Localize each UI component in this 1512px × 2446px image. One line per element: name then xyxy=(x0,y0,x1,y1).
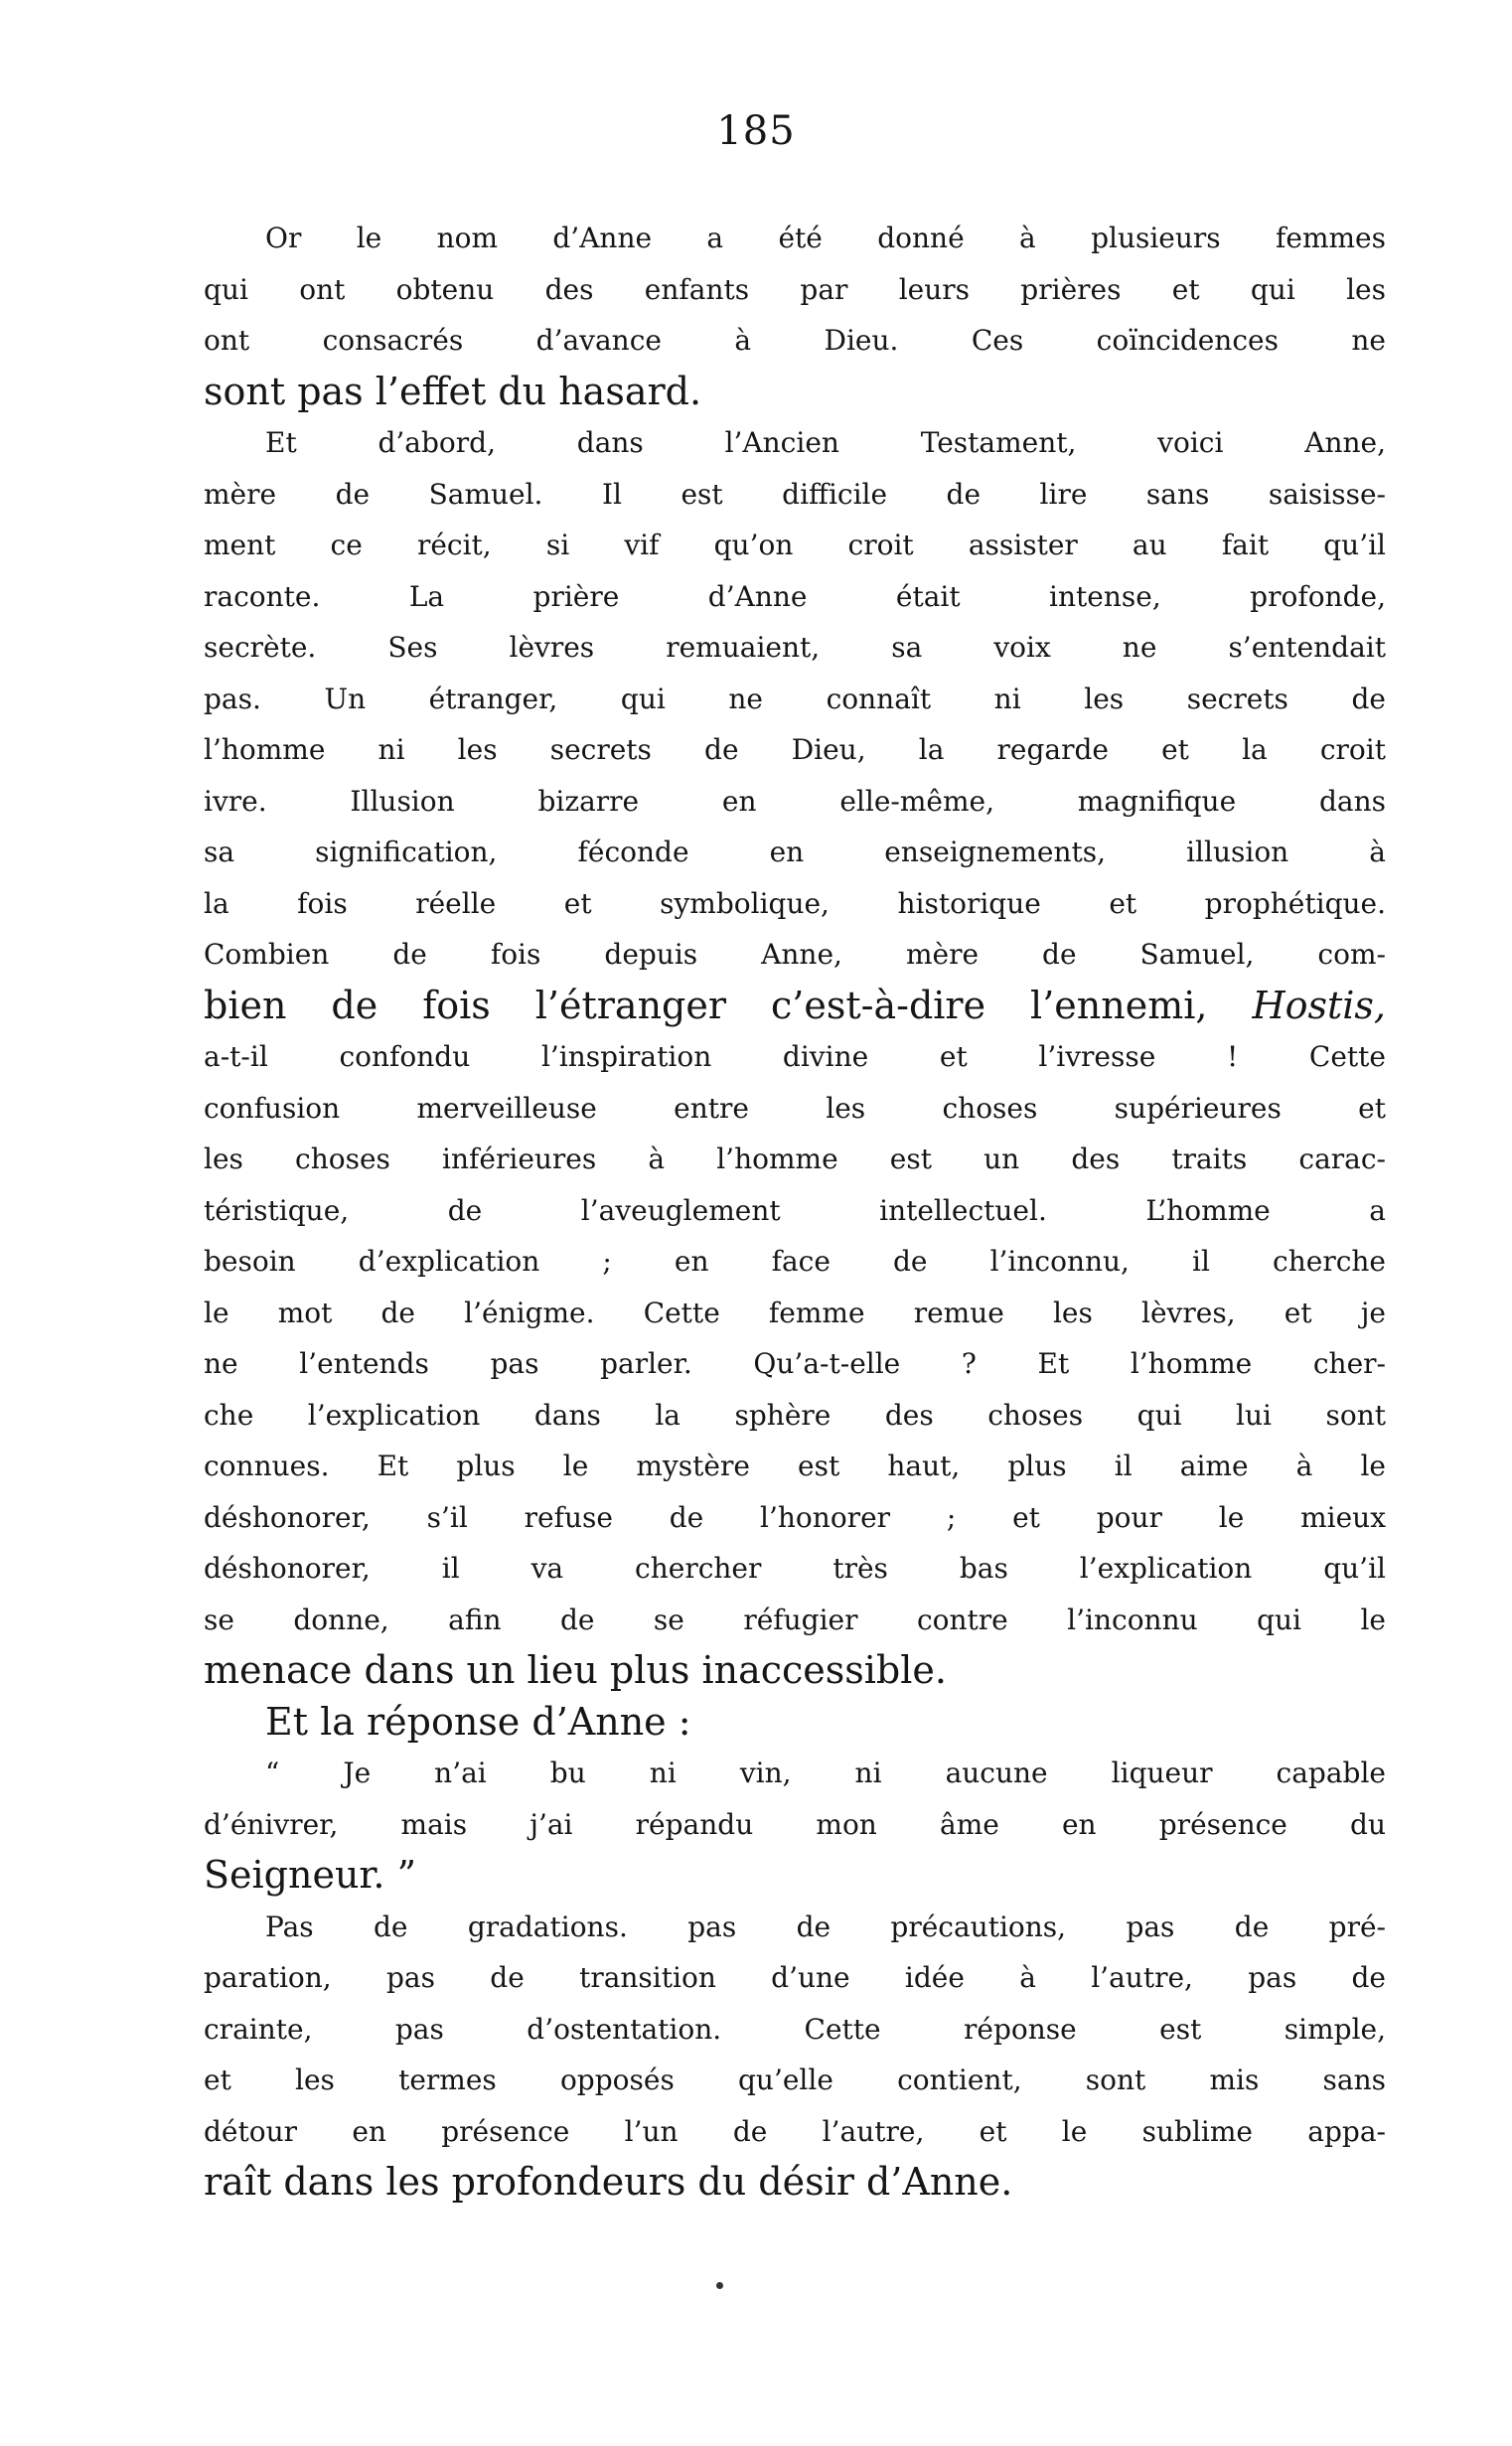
text-line xyxy=(204,1338,1386,1390)
text-line xyxy=(204,1185,1386,1237)
text-line-content: sa signification, féconde en enseignements, illusion à xyxy=(204,836,1386,868)
text-line xyxy=(204,1031,1386,1083)
text-line-content: Combien de fois depuis Anne, mère de Samuel, com- xyxy=(204,938,1386,971)
text-line-content: les choses inférieures à l’homme est un des traits carac- xyxy=(204,1143,1386,1175)
text-line-content: Et d’abord, dans l’Ancien Testament, voici Anne, xyxy=(265,426,1386,459)
text-line xyxy=(204,827,1386,878)
text-line-content: mère de Samuel. Il est difficile de lire sans saisisse- xyxy=(204,477,1386,511)
text-line-content: “ Je n’ai bu ni vin, ni aucune liqueur capable xyxy=(265,1757,1386,1789)
text-line-content: ont consacrés d’avance à Dieu. Ces coïncidences ne xyxy=(204,324,1386,357)
text-line-content: Pas de gradations. pas de précautions, pas de pré- xyxy=(265,1910,1386,1943)
text-line-content: déshonorer, il va chercher très bas l’explication qu’il xyxy=(204,1552,1386,1585)
text-line xyxy=(204,1748,1386,1799)
text-line-content: ne l’entends pas parler. Qu’a-t-elle ? Et l’homme cher- xyxy=(204,1347,1386,1380)
text-line-content: détour en présence l’un de l’autre, et le sublime appa- xyxy=(204,2114,1386,2148)
text-line xyxy=(204,469,1386,521)
text-line xyxy=(204,878,1386,930)
text-line-content: pas. Un étranger, qui ne connaît ni les secrets de xyxy=(204,682,1386,715)
print-speck xyxy=(716,2282,723,2289)
text-line xyxy=(204,2004,1386,2056)
text-line-content: qui ont obtenu des enfants par leurs prières et qui les xyxy=(204,272,1386,306)
text-line xyxy=(204,1645,1386,1697)
text-line xyxy=(204,1952,1386,2004)
text-line xyxy=(204,1441,1386,1492)
text-line-content: sont pas l’effet du hasard. xyxy=(204,369,702,413)
text-line-content: a-t-il confondu l’inspiration divine et l’ivresse ! Cette xyxy=(204,1040,1386,1073)
text-line-content: raît dans les profondeurs du désir d’Anne. xyxy=(204,2160,1013,2204)
text-line xyxy=(204,1083,1386,1135)
text-line xyxy=(204,674,1386,725)
text-line xyxy=(204,520,1386,571)
text-line xyxy=(204,2157,1386,2209)
text-line xyxy=(204,1697,1386,1749)
text-line-content: bien de fois l’étranger c’est-à-dire l’ennemi, xyxy=(204,983,1208,1027)
text-line xyxy=(204,1288,1386,1339)
text-line xyxy=(204,1799,1386,1851)
text-line-content: paration, pas de transition d’une idée à l’autre, pas de xyxy=(204,1961,1386,1994)
text-line-content: che l’explication dans la sphère des choses qui lui sont xyxy=(204,1398,1386,1432)
italic-word: Hostis, xyxy=(1252,983,1386,1027)
text-line xyxy=(204,1134,1386,1185)
text-line-content: et les termes opposés qu’elle contient, sont mis sans xyxy=(204,2064,1386,2096)
text-line-content: déshonorer, s’il refuse de l’honorer ; et pour le mieux xyxy=(204,1500,1386,1534)
text-line xyxy=(204,622,1386,674)
text-line xyxy=(204,929,1386,981)
text-line-content: la fois réelle et symbolique, historique et prophétique. xyxy=(204,886,1386,920)
text-line-content: ivre. Illusion bizarre en elle-même, magnifique dans xyxy=(204,784,1386,818)
text-line-content: ment ce récit, si vif qu’on croit assister au fait qu’il xyxy=(204,529,1386,561)
text-line-content: Or le nom d’Anne a été donné à plusieurs femmes xyxy=(265,222,1386,254)
text-line-content: raconte. La prière d’Anne était intense, profonde, xyxy=(204,579,1386,613)
text-line xyxy=(204,417,1386,469)
body-text xyxy=(204,213,1386,2209)
text-line xyxy=(204,2055,1386,2106)
text-line xyxy=(204,1543,1386,1595)
text-line xyxy=(204,315,1386,367)
text-line-content: connues. Et plus le mystère est haut, plus il aime à le xyxy=(204,1450,1386,1482)
text-line xyxy=(204,1390,1386,1442)
text-line-content: besoin d’explication ; en face de l’inconnu, il cherche xyxy=(204,1245,1386,1278)
text-line xyxy=(204,1236,1386,1288)
text-line xyxy=(204,981,1386,1032)
text-line-content: secrète. Ses lèvres remuaient, sa voix ne s’entendait xyxy=(204,631,1386,664)
text-line xyxy=(204,2106,1386,2158)
text-line-content: Et la réponse d’Anne : xyxy=(265,1699,691,1744)
text-line xyxy=(204,571,1386,623)
text-line-content: menace dans un lieu plus inaccessible. xyxy=(204,1648,947,1692)
text-line-content: crainte, pas d’ostentation. Cette réponse est simple, xyxy=(204,2012,1386,2046)
text-line xyxy=(204,367,1386,418)
text-line xyxy=(204,1595,1386,1646)
text-line-content: le mot de l’énigme. Cette femme remue les lèvres, et je xyxy=(204,1296,1386,1329)
text-line xyxy=(204,1492,1386,1544)
text-line xyxy=(204,213,1386,264)
text-line-content: d’énivrer, mais j’ai répandu mon âme en présence du xyxy=(204,1807,1386,1841)
text-line-content: Seigneur. ” xyxy=(204,1853,417,1897)
text-line xyxy=(204,264,1386,316)
text-line-content: l’homme ni les secrets de Dieu, la regarde et la croit xyxy=(204,733,1386,766)
text-line-content: confusion merveilleuse entre les choses supérieures et xyxy=(204,1091,1386,1125)
text-line xyxy=(204,776,1386,828)
text-line-content: téristique, de l’aveuglement intellectuel. L’homme a xyxy=(204,1193,1386,1227)
text-line-content: se donne, afin de se réfugier contre l’inconnu qui le xyxy=(204,1603,1386,1636)
text-line xyxy=(204,724,1386,776)
page-number: 185 xyxy=(716,108,796,154)
text-line xyxy=(204,1850,1386,1902)
text-line xyxy=(204,1902,1386,1953)
